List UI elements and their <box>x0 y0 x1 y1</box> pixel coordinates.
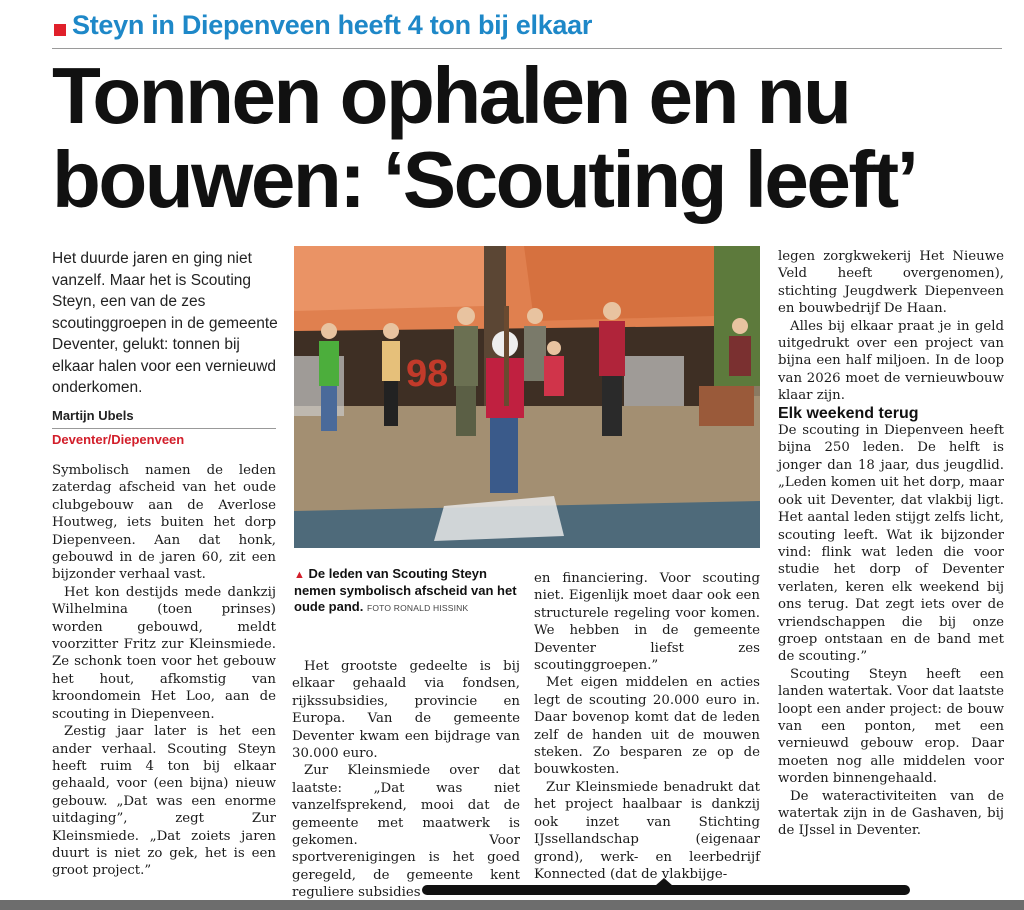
body-paragraph: De scouting in Diepenveen heeft bijna 250 leden. De helft is jonger dan 18 jaar, dus jeugdlid. „Leden komen uit het dorp, maar ook uit Deventer, dat vlakbij ligt. Het aantal leden stijgt zelfs licht, scouting leeft. Wat ik bijzonder vind: flink wat leden die voor studie het dorp of Deventer verlaten, keren elk weekend bij ons terug. Dat zegt iets over de vriendschappen die bij onze groep ontstaan en de band met de scouting.” <box>778 423 1004 665</box>
body-paragraph: Zestig jaar later is het een ander verhaal. Scouting Steyn heeft ruim 4 ton bij elkaar gehaald, voor (een bijna) nieuw gebouw. „Dat was een enorme uitdaging”, zegt Zur Kleinsmiede. „Dat zoiets jaren duurt is niet zo gek, het is een groot project.” <box>52 724 276 879</box>
caption-text: De leden van Scouting Steyn nemen symbolisch afscheid van het oude pand. <box>294 566 517 614</box>
headline-line-2: bouwen: ‘Scouting leeft’ <box>52 135 917 224</box>
photo-illustration <box>294 246 760 548</box>
body-paragraph: Zur Kleinsmiede over dat laatste: „Dat was niet vanzelfsprekend, mooi dat de gemeente met maatwerk is gekomen. Voor sportverenigingen is het goed geregeld, de gemeente kent reguliere subsidies <box>292 763 520 901</box>
headline <box>52 51 1012 224</box>
body-paragraph: Met eigen middelen en acties legt de scouting 20.000 euro in. Daar bovenop komt dat de leden zelf de handen uit de mouwen steken. Zo besparen ze op de bouwkosten. <box>534 675 760 778</box>
kicker-marker <box>54 24 66 36</box>
body-paragraph: Het kon destijds mede dankzij Wilhelmina (toen prinses) worden gebouwd, meldt voorzitter Fritz zur Kleinsmiede. Ze schonk toen voor het gebouw het hout, afkomstig van kroondomein Het Loo, aan de scouting in Diepenveen. <box>52 584 276 722</box>
body-paragraph: Scouting Steyn heeft een landen watertak. Voor dat laatste loopt een ander project: de bouw van een ponton, met een vernieuwd gebouw erop. Daar moeten nog alle middelen voor worden binnengehaald. <box>778 666 1004 787</box>
author-name: Martijn Ubels <box>52 408 134 423</box>
photo-caption <box>294 566 526 616</box>
body-paragraph: en financiering. Voor scouting niet. Eigenlijk moet daar ook een structurele regeling voor komen. We hebben in de gemeente Deventer liefst zes scoutinggroepen.” <box>534 571 760 674</box>
body-column-1 <box>52 462 276 880</box>
body-paragraph: De wateractiviteiten van de watertak zijn in de Gashaven, bij de IJssel in Deventer. <box>778 788 1004 839</box>
author-rule <box>52 428 276 429</box>
article-photo <box>294 246 760 548</box>
body-column-4 <box>778 248 1004 840</box>
home-indicator-bar[interactable] <box>422 885 910 895</box>
photo-credit: FOTO RONALD HISSINK <box>366 603 469 613</box>
body-paragraph: Het grootste gedeelte is bij elkaar gehaald via fondsen, rijkssubsidies, provincie en Europa. Van de gemeente Deventer kwam een bijdrage van 30.000 euro. <box>292 659 520 762</box>
caption-triangle-icon: ▲ <box>294 569 305 581</box>
page-bottom-edge <box>0 900 1024 910</box>
body-paragraph: Symbolisch namen de leden zaterdag afscheid van het oude clubgebouw aan de Averlose Houtweg, iets buiten het dorp Diepenveen. Aan dat honk, gebouwd in de jaren 60, zit een bijzonder verhaal vast. <box>52 463 276 583</box>
body-paragraph: Alles bij elkaar praat je in geld uitgedrukt over een project van bijna een half miljoen. In de loop van 2026 moet de vernieuwbouw klaar zijn. <box>778 318 1004 404</box>
section-subheading: Elk weekend terug <box>778 404 919 422</box>
kicker-text: Steyn in Diepenveen heeft 4 ton bij elkaar <box>72 10 593 40</box>
body-column-2 <box>292 658 520 902</box>
body-paragraph: legen zorgkwekerij Het Nieuwe Veld heeft overgenomen), stichting Jeugdwerk Diepenveen en bouwbedrijf De Haan. <box>778 249 1004 317</box>
lead-paragraph: Het duurde jaren en ging niet vanzelf. Maar het is Scouting Steyn, een van de zes scoutinggroepen in de gemeente Deventer, gelukt: tonnen bij elkaar halen voor een vernieuwd onderkomen. <box>52 250 278 396</box>
photo-wall-number: 98 <box>406 353 449 395</box>
body-paragraph: Zur Kleinsmiede benadrukt dat het project haalbaar is dankzij ook inzet van Stichting IJssellandschap (eigenaar grond), werk- en leerbedrijf Konnected (dat de vlakbijge- <box>534 779 760 882</box>
headline-line-1: Tonnen ophalen en nu <box>52 51 850 140</box>
dateline-location: Deventer/Diepenveen <box>52 432 185 447</box>
top-rule <box>52 48 1002 49</box>
body-column-3 <box>534 570 760 883</box>
